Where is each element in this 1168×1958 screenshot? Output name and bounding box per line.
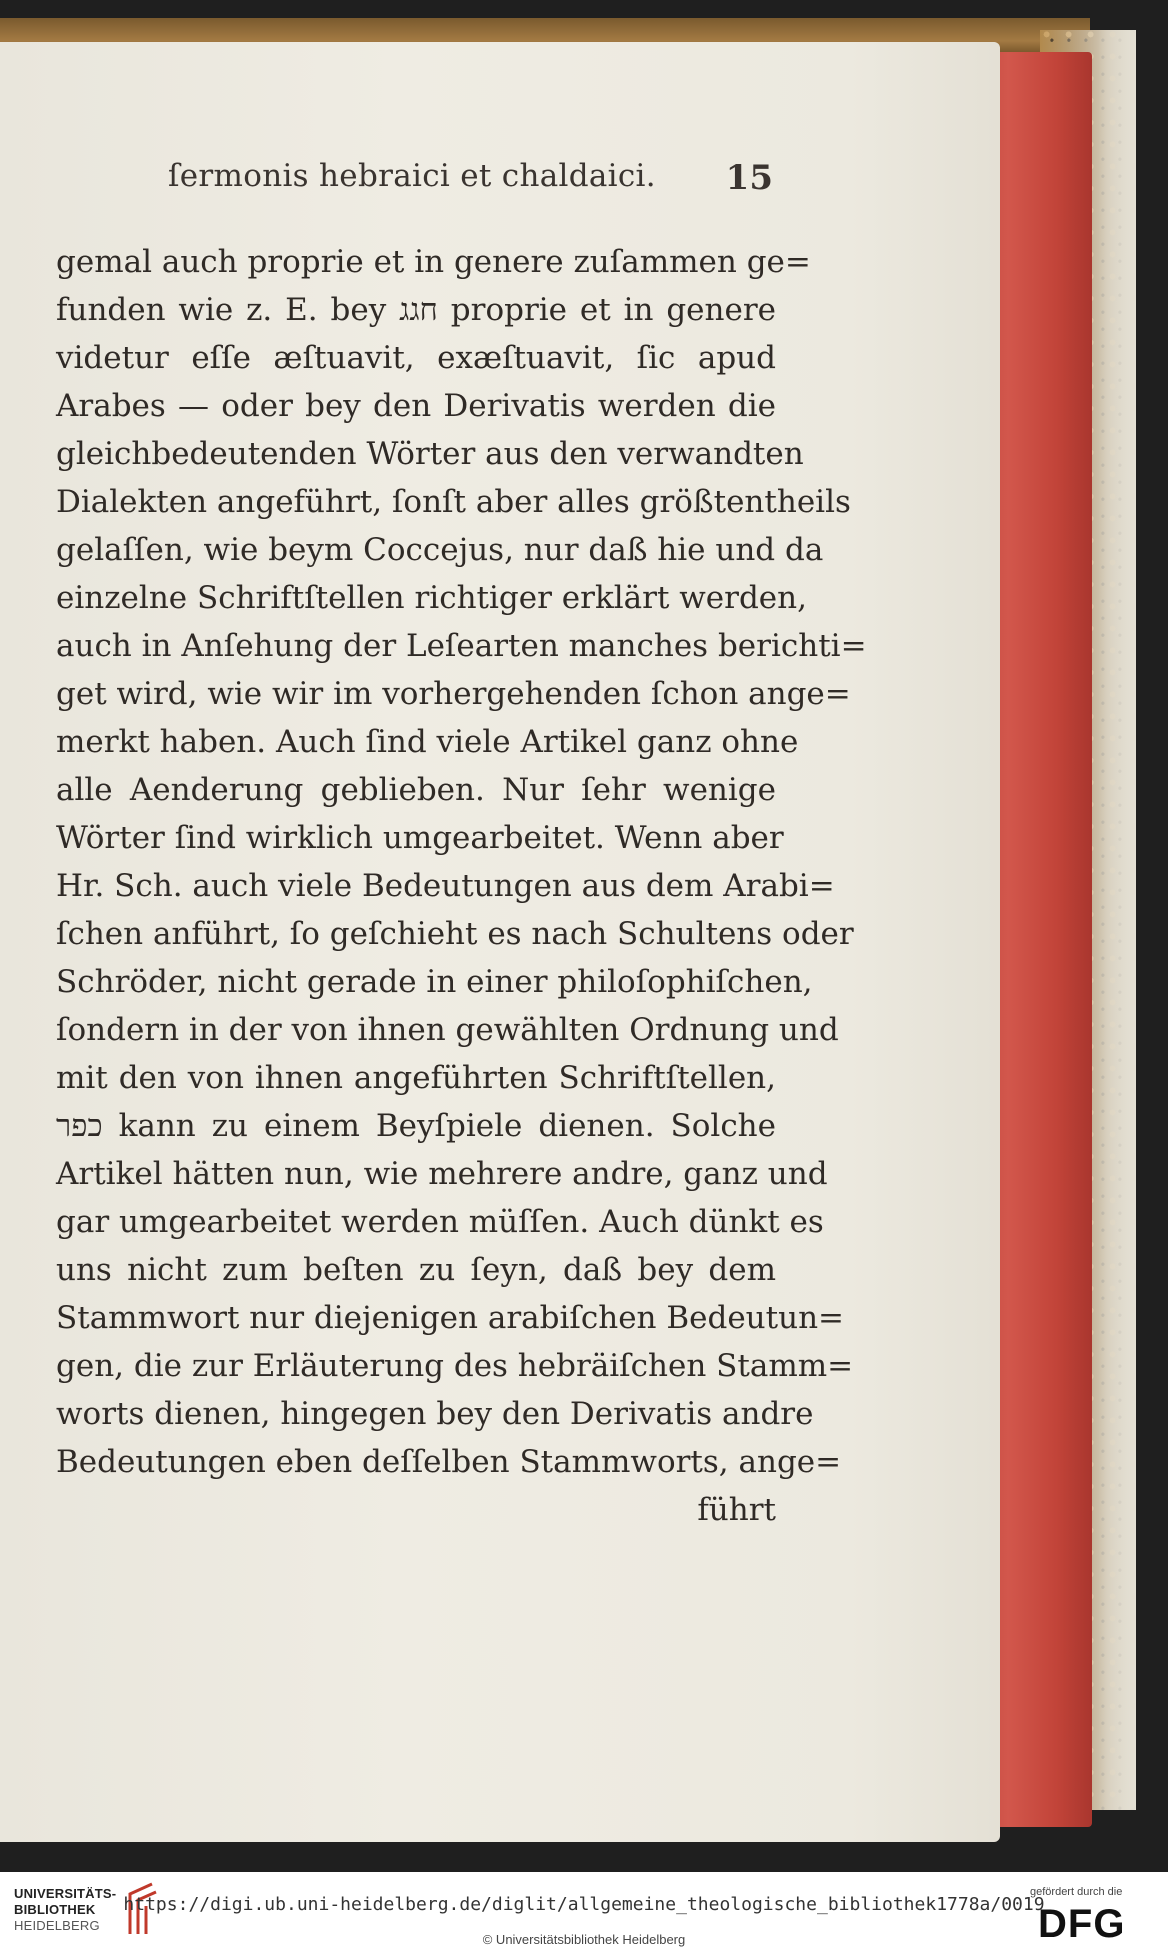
text-line: gemal auch proprie et in genere zuſammen ge=: [56, 244, 811, 280]
dfg-logo: DFG: [1038, 1902, 1126, 1946]
text-line: gar umgearbeitet werden müſſen. Auch dünkt es: [56, 1204, 824, 1240]
text-line: Artikel hätten nun, wie mehrere andre, ganz und: [56, 1156, 828, 1192]
text-line: Dialekten angeführt, ſonſt aber alles größtentheils: [56, 484, 851, 520]
text-line: Wörter ſind wirklich umgearbeitet. Wenn aber: [56, 820, 784, 856]
copyright-notice: © Universitätsbibliothek Heidelberg: [482, 1932, 686, 1947]
catchword: führt: [697, 1492, 776, 1528]
funding-note: gefördert durch die: [1030, 1886, 1123, 1898]
text-line: einzelne Schriftſtellen richtiger erklärt werden,: [56, 580, 807, 616]
text-line: Hr. Sch. auch viele Bedeutungen aus dem Arabi=: [56, 868, 835, 904]
library-name-line1: UNIVERSITÄTS-: [14, 1886, 117, 1901]
text-line: gelaſſen, wie beym Coccejus, nur daß hie und da: [56, 532, 824, 568]
text-line: gen, die zur Erläuterung des hebräiſchen Stamm=: [56, 1348, 854, 1384]
text-line: merkt haben. Auch ſind viele Artikel ganz ohne: [56, 724, 799, 760]
text-line: ſondern in der von ihnen gewählten Ordnung und: [56, 1012, 839, 1048]
text-line: mit den von ihnen angeführten Schriftſtellen,: [56, 1060, 776, 1096]
text-line: worts dienen, hingegen bey den Derivatis andre: [56, 1396, 814, 1432]
text-line: Stammwort nur diejenigen arabiſchen Bedeutun=: [56, 1300, 845, 1336]
permalink-url[interactable]: https://digi.ub.uni-heidelberg.de/diglit/allgemeine_theologische_bibliothek1778a/0019: [123, 1894, 1045, 1915]
text-line: ſchen anführt, ſo geſchieht es nach Schultens oder: [56, 916, 854, 952]
text-line: videtur eſſe æſtuavit, exæſtuavit, ſic apud: [56, 340, 776, 376]
library-name-line3: HEIDELBERG: [14, 1918, 100, 1933]
text-line: auch in Anſehung der Leſearten manches berichti=: [56, 628, 867, 664]
text-line: כפר kann zu einem Beyſpiele dienen. Solche: [56, 1108, 776, 1144]
footer-bar: [0, 1872, 1168, 1958]
text-line: funden wie z. E. bey חגג proprie et in genere: [56, 292, 776, 328]
library-name-line2: BIBLIOTHEK: [14, 1902, 96, 1917]
page-number: 15: [725, 158, 773, 198]
text-line: uns nicht zum beſten zu ſeyn, daß bey dem: [56, 1252, 776, 1288]
text-line: Bedeutungen eben deſſelben Stammworts, ange=: [56, 1444, 842, 1480]
text-line: gleichbedeutenden Wörter aus den verwandten: [56, 436, 804, 472]
page-header: [168, 158, 773, 208]
text-line: Schröder, nicht gerade in einer philoſophiſchen,: [56, 964, 813, 1000]
text-line: get wird, wie wir im vorhergehenden ſchon ange=: [56, 676, 851, 712]
text-line: Arabes — oder bey den Derivatis werden die: [56, 388, 776, 424]
running-title: ſermonis hebraici et chaldaici.: [168, 158, 656, 194]
body-text: [56, 238, 867, 1534]
text-line: alle Aenderung geblieben. Nur ſehr wenige: [56, 772, 776, 808]
